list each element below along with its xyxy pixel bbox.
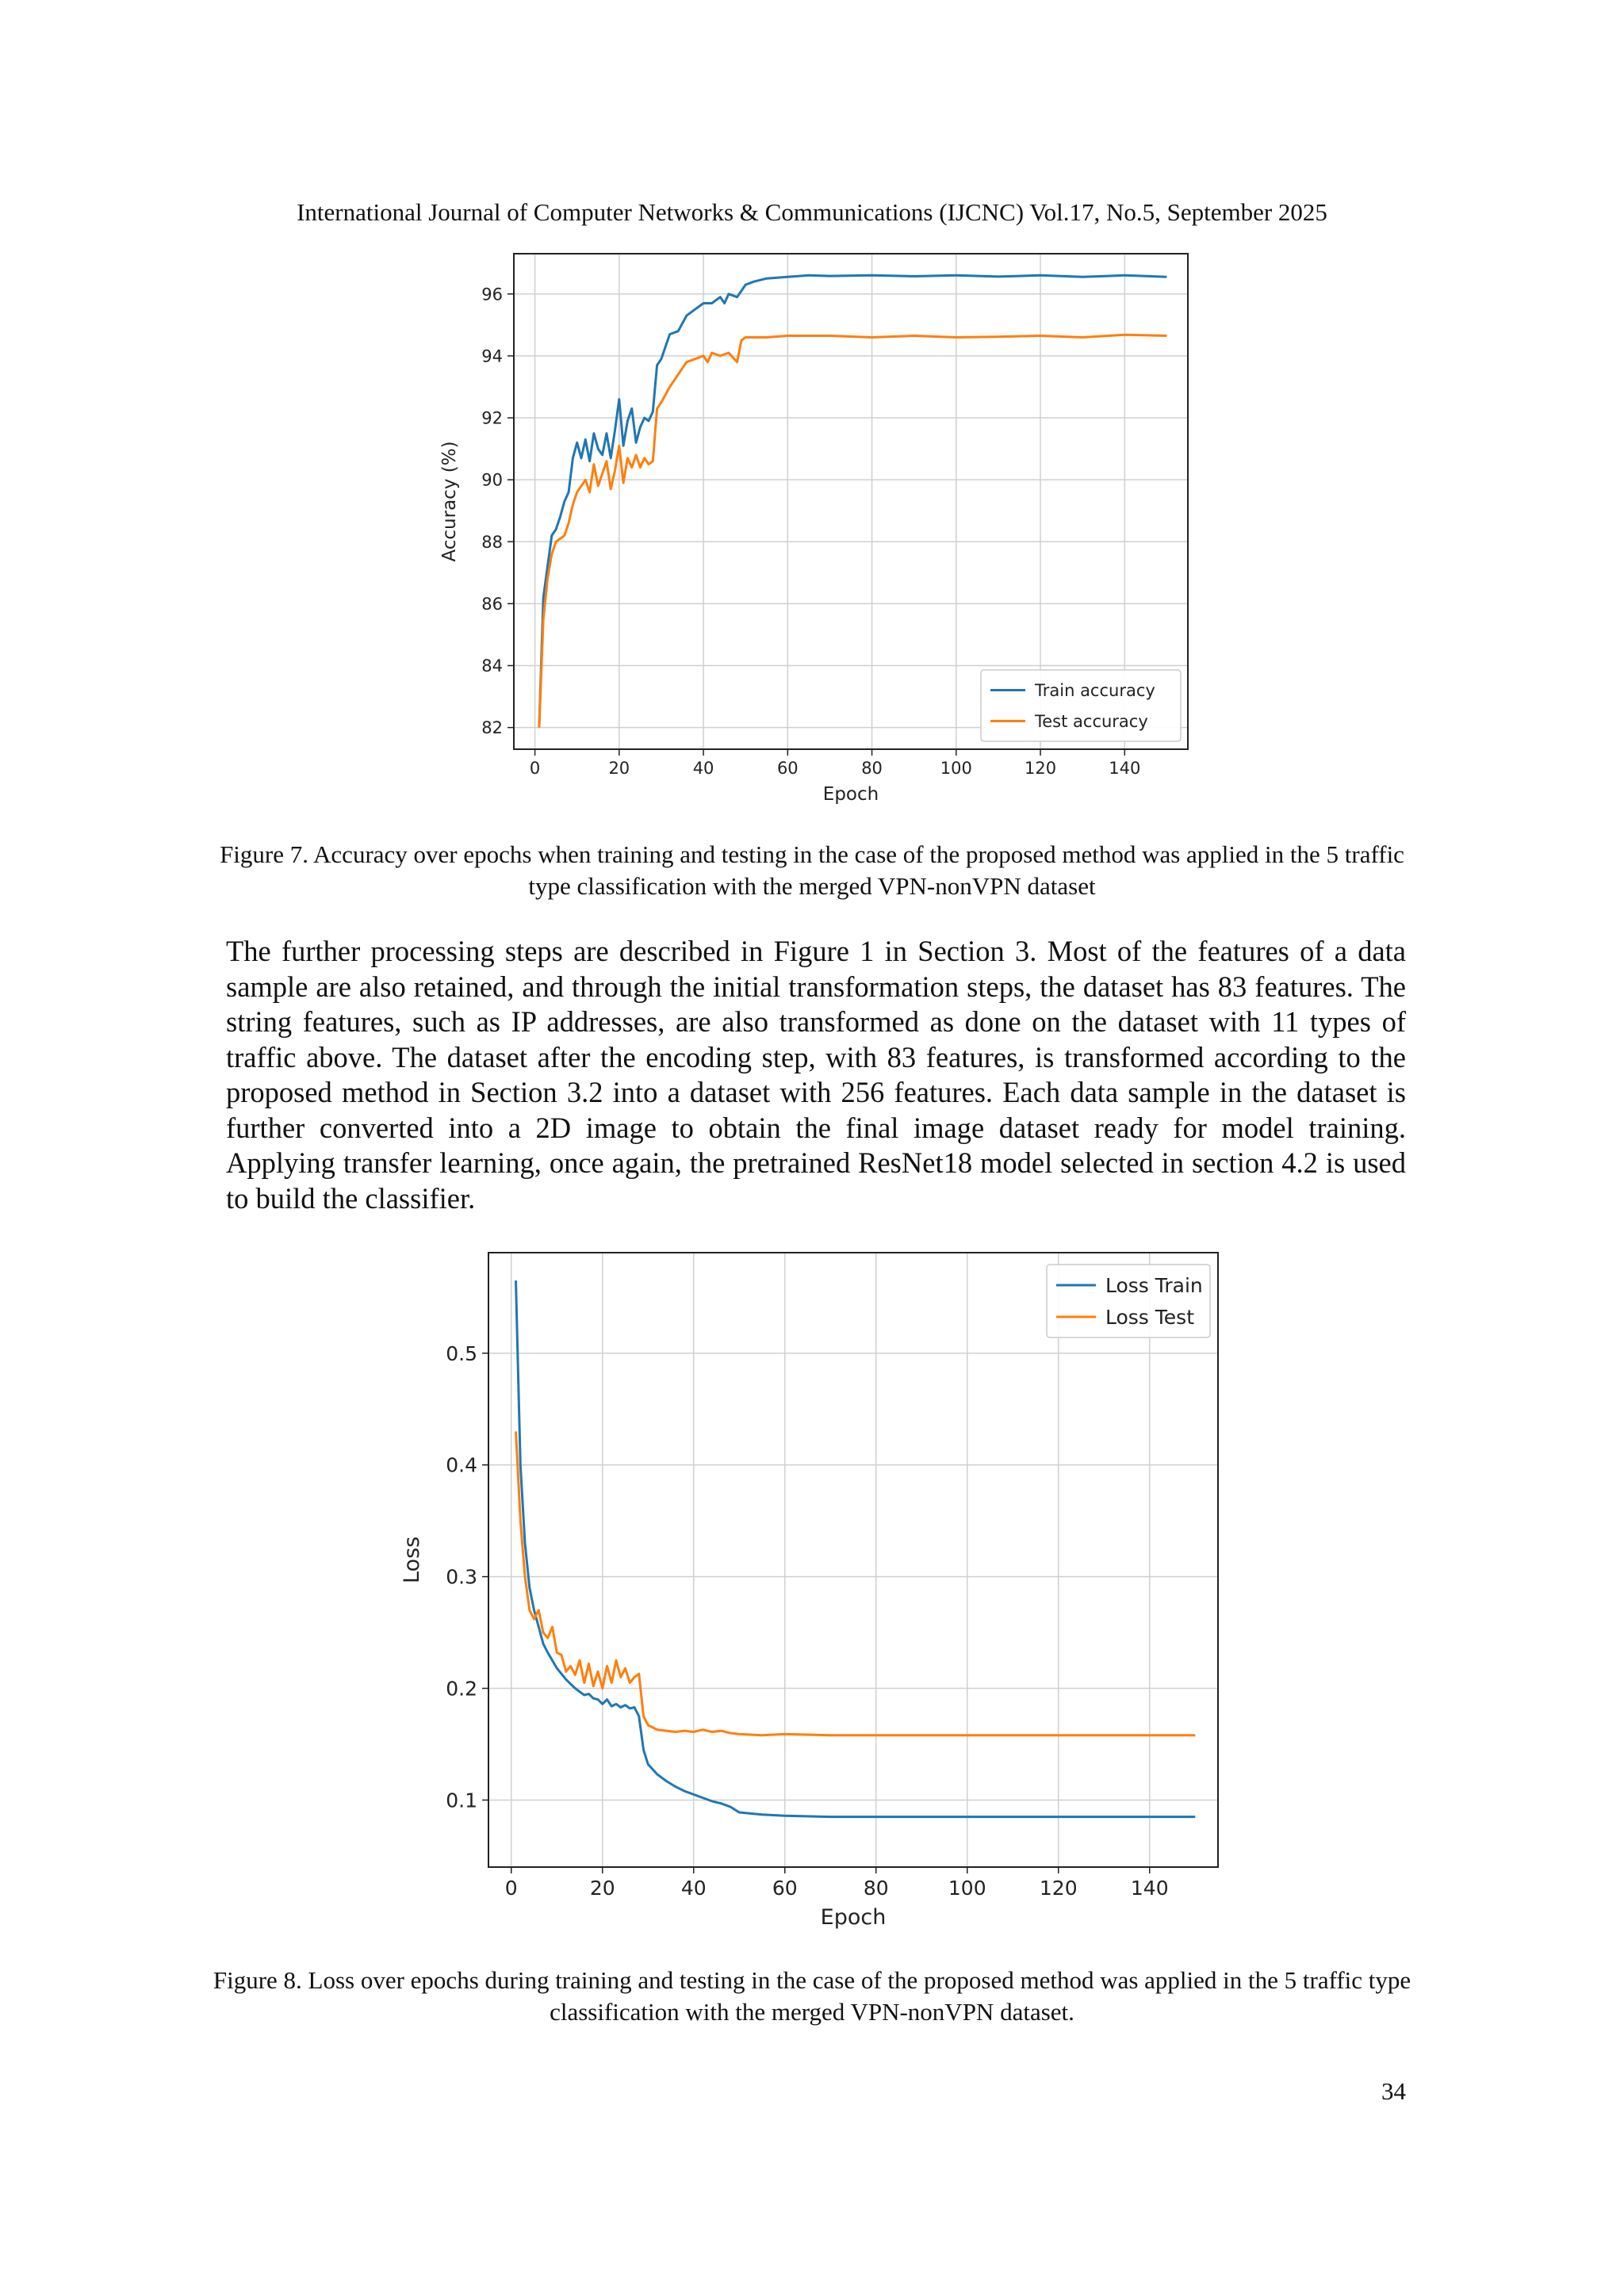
x-tick-label: 140 [1130,1877,1169,1900]
x-axis-label: Epoch [822,784,879,805]
y-tick-label: 0.2 [446,1677,477,1701]
plot-frame [488,1253,1218,1867]
legend-label: Loss Train [1105,1274,1203,1297]
y-axis-label: Accuracy (%) [439,441,460,562]
y-tick-label: 86 [481,594,503,614]
running-header: International Journal of Computer Networks & Communications (IJCNC) Vol.17, No.5, September 2025 [297,198,1327,226]
y-tick-label: 82 [481,718,503,738]
y-tick-label: 90 [481,470,503,490]
figure-7-caption: Figure 7. Accuracy over epochs when training and testing in the case of the proposed method was applied in the 5 traffic type classification with the merged VPN-nonVPN dataset [220,840,1404,900]
x-tick-label: 40 [680,1877,707,1900]
x-tick-label: 140 [1109,759,1141,778]
y-tick-label: 88 [481,532,503,552]
y-tick-label: 96 [481,285,503,304]
y-tick-label: 0.3 [446,1565,477,1589]
x-tick-label: 0 [504,1877,518,1900]
x-tick-label: 100 [940,759,972,778]
x-tick-label: 100 [948,1877,986,1900]
legend-label: Loss Test [1105,1306,1195,1329]
series-line-train [539,275,1167,727]
x-tick-label: 120 [1039,1877,1078,1900]
page-number: 34 [1381,2077,1406,2105]
x-tick-label: 120 [1025,759,1057,778]
x-tick-label: 80 [863,1877,889,1900]
y-axis-label: Loss [400,1536,424,1584]
x-tick-label: 40 [692,759,714,778]
x-tick-label: 0 [529,759,541,778]
loss-chart [400,1237,1237,1950]
series-line-test [516,1432,1196,1735]
x-tick-label: 60 [776,759,799,778]
y-tick-label: 0.1 [446,1789,477,1812]
y-tick-label: 0.5 [446,1341,477,1365]
x-tick-label: 20 [608,759,630,778]
x-axis-label: Epoch [820,1905,887,1930]
y-tick-label: 84 [481,656,503,676]
series-line-test [539,335,1167,727]
y-tick-label: 0.4 [446,1453,477,1477]
x-tick-label: 80 [861,759,883,778]
legend-label: Train accuracy [1035,681,1155,701]
accuracy-chart [439,238,1205,809]
y-tick-label: 92 [481,408,503,428]
figure-8-caption: Figure 8. Loss over epochs during training and testing in the case of the proposed method was applied in the 5 traffic type classification with the merged VPN-nonVPN dataset. [213,1966,1411,2026]
x-tick-label: 20 [589,1877,615,1900]
body-paragraph: The further processing steps are described in Figure 1 in Section 3. Most of the features of a data sample are also retained, and through the initial transformation steps, the dataset has 83 features. The string features, such as IP addresses, are also transformed as done on the dataset with 11 types of traffic above. The dataset after the encoding step, with 83 features, is transformed according to the proposed method in Section 3.2 into a dataset with 256 features. Each data sample in the dataset is further converted into a 2D image to obtain the final image dataset ready for model training. Applying transfer learning, once again, the pretrained ResNet18 model selected in section 4.2 is used to build the classifier. [226,935,1406,1215]
legend-label: Test accuracy [1035,712,1148,732]
x-tick-label: 60 [772,1877,798,1900]
y-tick-label: 94 [481,346,503,366]
